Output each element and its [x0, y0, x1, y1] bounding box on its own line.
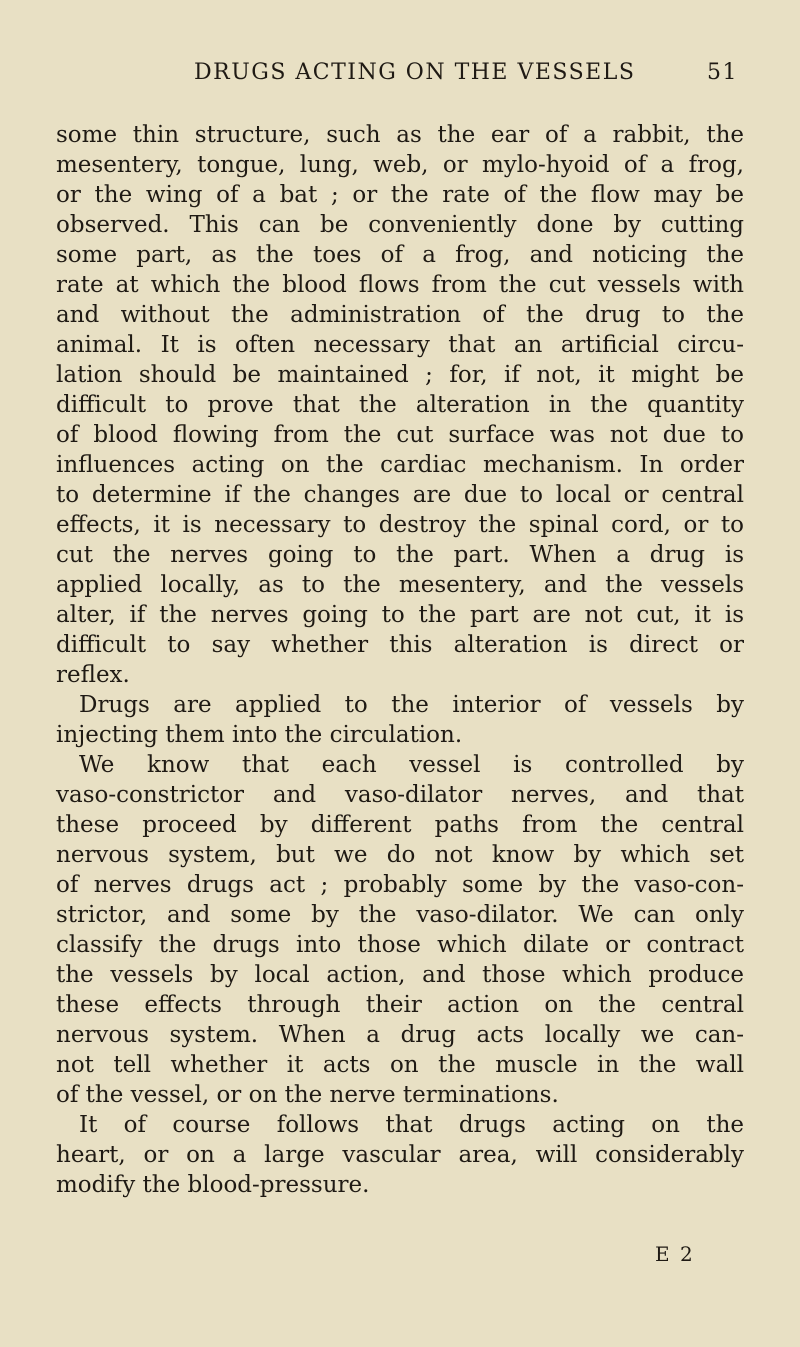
text-line: of nerves drugs act ; probably some by the vaso-con- — [56, 872, 744, 898]
text-line: alter, if the nerves going to the part are not cut, it is — [56, 602, 744, 628]
text-line: lation should be maintained ; for, if not, it might be — [56, 362, 744, 388]
text-line: or the wing of a bat ; or the rate of the flow may be — [56, 182, 744, 208]
text-line: It of course follows that drugs acting on the — [79, 1112, 744, 1138]
text-line: some thin structure, such as the ear of a rabbit, the — [56, 122, 744, 148]
text-line: heart, or on a large vascular area, will considerably — [56, 1142, 744, 1168]
text-line: to determine if the changes are due to local or central — [56, 482, 744, 508]
text-line: injecting them into the circulation. — [56, 722, 463, 748]
text-line: effects, it is necessary to destroy the spinal cord, or to — [56, 512, 744, 538]
body-text — [56, 120, 744, 1200]
text-line: classify the drugs into those which dilate or contract — [56, 932, 744, 958]
text-line: mesentery, tongue, lung, web, or mylo-hyoid of a frog, — [56, 152, 744, 178]
running-header — [194, 60, 738, 85]
text-line: rate at which the blood flows from the cut vessels with — [56, 272, 744, 298]
text-line: of the vessel, or on the nerve terminations. — [56, 1082, 559, 1108]
text-line: Drugs are applied to the interior of vessels by — [79, 692, 744, 718]
text-line: cut the nerves going to the part. When a drug is — [56, 542, 744, 568]
text-line: We know that each vessel is controlled by — [79, 752, 744, 778]
text-line: modify the blood-pressure. — [56, 1172, 370, 1198]
text-line: these effects through their action on the central — [56, 992, 744, 1018]
text-line: difficult to prove that the alteration in the quantity — [56, 392, 744, 418]
text-line: nervous system. When a drug acts locally we can- — [56, 1022, 744, 1048]
text-line: these proceed by different paths from the central — [56, 812, 744, 838]
text-line: applied locally, as to the mesentery, and the vessels — [56, 572, 744, 598]
text-line: nervous system, but we do not know by which set — [56, 842, 744, 868]
text-line: reflex. — [56, 662, 130, 688]
text-line: some part, as the toes of a frog, and noticing the — [56, 242, 744, 268]
signature-mark: E 2 — [655, 1242, 695, 1266]
text-line: not tell whether it acts on the muscle in the wall — [56, 1052, 744, 1078]
text-line: observed. This can be conveniently done by cutting — [56, 212, 744, 238]
text-line: vaso-constrictor and vaso-dilator nerves, and that — [56, 782, 744, 808]
text-line: the vessels by local action, and those which produce — [56, 962, 744, 988]
text-line: influences acting on the cardiac mechanism. In order — [56, 452, 744, 478]
text-line: difficult to say whether this alteration is direct or — [56, 632, 744, 658]
text-line: strictor, and some by the vaso-dilator. We can only — [56, 902, 744, 928]
text-line: and without the administration of the drug to the — [56, 302, 744, 328]
running-title: DRUGS ACTING ON THE VESSELS — [194, 60, 636, 85]
text-line: animal. It is often necessary that an artificial circu- — [56, 332, 744, 358]
page-number: 51 — [707, 60, 738, 85]
text-line: of blood flowing from the cut surface was not due to — [56, 422, 744, 448]
